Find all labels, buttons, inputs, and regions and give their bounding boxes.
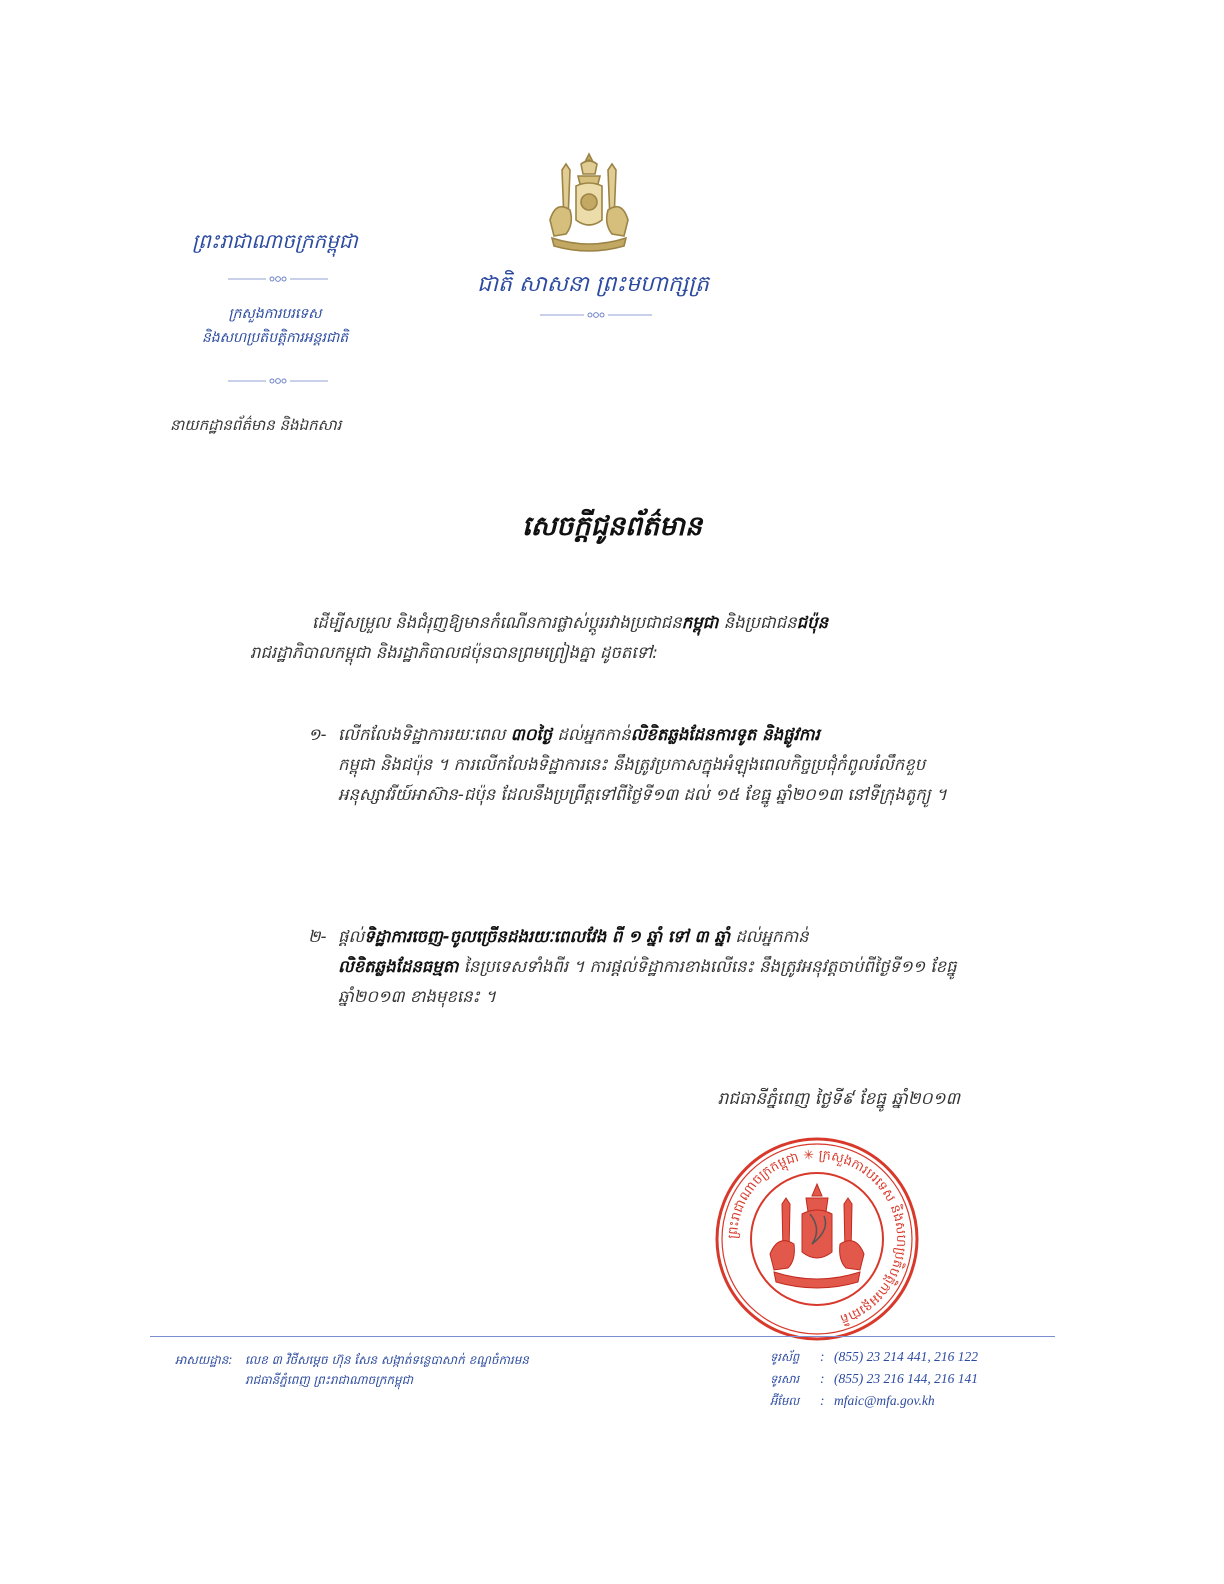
ministry-line-2: និងសហប្រតិបត្តិការអន្តរជាតិ <box>201 330 349 346</box>
list-item-1 <box>308 720 958 810</box>
phone-value: (855) 23 214 441, 216 122 <box>834 1349 978 1364</box>
item1-passport-type: លិខិតឆ្លងដែនការទូត និងផ្លូវការ <box>630 725 820 744</box>
item1-continuation: កម្ពុជា និងជប៉ុន ។ ការលើកលែងទិដ្ឋាការនេះ នឹងត្រូវប្រកាសក្នុងអំឡុងពេលកិច្ចប្រជុំកំពូលរំលឹកខួបអនុស្សាវរីយ៍អាស៊ាន-ជប៉ុន ដែលនឹងប្រព្រឹត្តទៅពីថ្ងៃទី១៣ ដល់ ១៥ ខែធ្នូ ឆ្នាំ២០១៣ នៅទីក្រុងតូក្យូ ។ <box>338 755 947 804</box>
header-ornament <box>228 274 328 284</box>
seal-ring-text: ព្រះរាជាណាចក្រកម្ពុជា ✳ ក្រសួងការបរទេស និងសហប្រតិបត្តិការអន្តរជាតិ <box>725 1147 909 1327</box>
intro-text-c: និងប្រជាជន <box>718 613 797 632</box>
intro-paragraph <box>250 608 970 668</box>
ministry-line-1: ក្រសួងការបរទេស <box>228 306 322 322</box>
kingdom-name: ព្រះរាជាណាចក្រកម្ពុជា <box>192 229 358 253</box>
official-seal-stamp <box>712 1134 922 1344</box>
header-ornament <box>228 376 328 386</box>
intro-cambodia: កម្ពុជា <box>681 613 719 632</box>
email-row: អ៊ីមែល : mfaic@mfa.gov.kh <box>770 1390 1070 1412</box>
address-line-2: រាជធានីភ្នំពេញ ព្រះរាជាណាចក្រកម្ពុជា <box>245 1373 413 1387</box>
email-link[interactable]: mfaic@mfa.gov.kh <box>834 1393 935 1408</box>
item-number: ១- <box>308 725 327 744</box>
footer-divider <box>150 1336 1055 1337</box>
item-number: ២- <box>308 927 327 946</box>
ministry-name <box>170 302 380 350</box>
footer-address <box>175 1350 675 1390</box>
item1-text-c: ដល់អ្នកកាន់ <box>552 725 631 744</box>
royal-arms-emblem <box>540 150 638 260</box>
dateline: រាជធានីភ្នំពេញ ថ្ងៃទី៩ ខែធ្នូ ឆ្នាំ២០១៣ <box>717 1089 960 1109</box>
fax-row: ទូរសារ : (855) 23 216 144, 216 141 <box>770 1368 1070 1390</box>
email-label: អ៊ីមែល <box>770 1394 800 1408</box>
intro-japan: ជប៉ុន <box>796 613 829 632</box>
phone-label: ទូរស័ព្ទ <box>770 1350 800 1364</box>
department-name: នាយកដ្ឋានព័ត៌មាន និងឯកសារ <box>170 416 342 434</box>
intro-text-a: ដើម្បីសម្រួល និងជំរុញឱ្យមានកំណើនការផ្លាស់ប្តូររវាងប្រជាជន <box>312 613 682 632</box>
intro-line-2: រាជរដ្ឋាភិបាលកម្ពុជា និងរដ្ឋាភិបាលជប៉ុនបានព្រមព្រៀងគ្នា ដូចតទៅ: <box>250 643 658 662</box>
item1-text-a: លើកលែងទិដ្ឋាការរយៈពេល <box>338 725 511 744</box>
item2-text-a: ផ្តល់ <box>338 927 365 946</box>
fax-value: (855) 23 216 144, 216 141 <box>834 1371 978 1386</box>
item1-duration: ៣០ថ្ងៃ <box>510 725 553 744</box>
list-item-2 <box>308 922 958 1012</box>
motto-ornament <box>540 310 652 320</box>
address-line-1: លេខ ៣ វិថីសម្តេច ហ៊ុន សែន សង្កាត់ទន្លេបាសាក់ ខណ្ឌចំការមន <box>245 1353 529 1367</box>
national-motto: ជាតិ សាសនា ព្រះមហាក្សត្រ <box>477 272 709 297</box>
item2-visa-type: ទិដ្ឋាការចេញ-ចូលច្រើនដងរយៈពេលវែង ពី ១ ឆ្នាំ ទៅ ៣ ឆ្នាំ <box>364 927 731 946</box>
intro-line-1 <box>250 608 970 638</box>
footer-contact <box>770 1346 1070 1412</box>
phone-row: ទូរស័ព្ទ : (855) 23 214 441, 216 122 <box>770 1346 1070 1368</box>
address-label: អាសយដ្ឋាន: <box>175 1353 233 1367</box>
item2-text-c: ដល់អ្នកកាន់ <box>730 927 809 946</box>
fax-label: ទូរសារ <box>770 1372 800 1386</box>
item2-continuation: នៃប្រទេសទាំងពីរ ។ ការផ្តល់ទិដ្ឋាការខាងលើនេះ នឹងត្រូវអនុវត្តចាប់ពីថ្ងៃទី១១ ខែធ្នូ ឆ្នាំ២០១៣ ខាងមុខនេះ ។ <box>338 957 957 1006</box>
item2-passport-type: លិខិតឆ្លងដែនធម្មតា <box>338 957 459 976</box>
document-title: សេចក្តីជូនព័ត៌មាន <box>522 511 702 542</box>
